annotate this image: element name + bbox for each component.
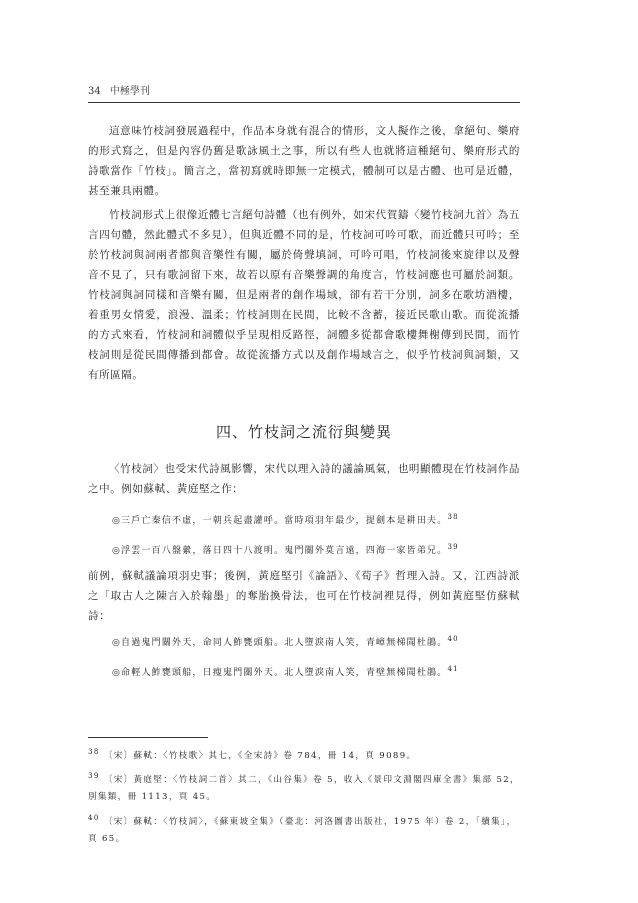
footnote-text: 〔宋〕黃庭堅：〈竹枝詞二首〉其二，《山谷集》卷 5，收入《景印文淵閣四庫全書》集部 52，別集類，冊 1113，頁 45。 xyxy=(88,774,520,802)
footnote-number: 40 xyxy=(88,814,100,822)
footnote-number: 38 xyxy=(88,748,100,756)
quote-text: ◎自過鬼門關外天，命同人鮓甕頭船。北人墮淚南人笑，青嶂無梯聞杜鵑。 xyxy=(112,638,448,648)
paragraph-4: 前例，蘇軾議論項羽史事；後例，黃庭堅引《論語》、《荀子》哲理入詩。又，江西詩派之「取古人之陳言入於翰墨」的奪胎換骨法，也可在竹枝詞裡見得，例如黃庭堅仿蘇軾詩： xyxy=(88,570,520,622)
quote-text: ◎三戶亡秦信不虛，一朝兵起盡讙呼。當時項羽年最少，提劍本是耕田夫。 xyxy=(112,516,448,526)
quote-text: ◎浮雲一百八盤縈，落日四十八渡明。鬼門關外莫言遠，四海一家皆弟兄。 xyxy=(112,546,448,556)
footnote-divider xyxy=(88,737,208,738)
footnote-40 xyxy=(88,810,520,848)
quote-2 xyxy=(112,540,520,558)
page-number: 34 xyxy=(88,86,101,97)
note-ref: 40 xyxy=(447,635,459,643)
paragraph-2: 竹枝詞形式上很像近體七言絕句詩體（也有例外，如宋代賀鑄〈變竹枝詞九首〉為五言四句體，然此體式不多見），但與近體不同的是，竹枝詞可吟可歌，而近體只可吟；至於竹枝詞與詞兩者都與音樂性有關，屬於倚聲填詞，可吟可唱，竹枝詞後來旋律以及聲音不見了，只有歌詞留下來，故若以原有音樂聲調的角度言，竹枝詞應也可屬於詞類。竹枝詞與詞同樣和音樂有關，但是兩者的創作場域，卻有若干分別，詞多在歌坊酒樓，着重男女情愛，浪漫、溫柔；竹枝詞則在民間，比較不含蓄，接近民歌山歌。而從流播的方式來看，竹枝詞和詞體似乎呈現相反路徑，詞體多從都會歌樓舞榭傳到民間，而竹枝詞則是從民間傳播到都會。故從流播方式以及創作場域言之，似乎竹枝詞與詞類，又有所區隔。 xyxy=(88,209,520,381)
note-ref: 39 xyxy=(447,543,459,551)
note-ref: 41 xyxy=(447,665,459,673)
section-heading: 四、竹枝詞之流衍與變異 xyxy=(215,423,392,441)
paragraph-1: 這意味竹枝詞發展過程中，作品本身就有混合的情形，文人擬作之後，拿絕句、樂府的形式寫之，但是內容仍舊是歌詠風土之事，所以有些人也就將這種絕句、樂府形式的詩歌當作「竹枝」。簡言之，當初寫就時即無一定模式，體制可以是古體、也可是近體，甚至兼具兩體。 xyxy=(88,125,520,197)
quote-text: ◎命輕人鮓甕頭船，日瘦鬼門關外天。北人墮淚南人笑，青壁無梯聞杜鵑。 xyxy=(112,668,448,678)
paragraph-3: 〈竹枝詞〉也受宋代詩風影響，宋代以理入詩的議論風氣，也明顯體現在竹枝詞作品之中。例如蘇軾、黃庭堅之作： xyxy=(88,463,520,495)
footnote-text: 〔宋〕蘇軾：〈竹枝詞〉，《蘇東坡全集》（臺北：河洛圖書出版社，1975 年）卷 2，「續集」，頁 65。 xyxy=(88,816,517,844)
running-header xyxy=(88,82,520,103)
journal-title: 中極學刊 xyxy=(109,86,150,97)
quote-3 xyxy=(112,632,520,650)
note-ref: 38 xyxy=(447,513,459,521)
quote-4 xyxy=(112,662,520,680)
footnote-number: 39 xyxy=(88,772,100,780)
quote-1 xyxy=(112,510,520,528)
footnote-39 xyxy=(88,768,520,806)
footnote-text: 〔宋〕蘇軾：〈竹枝歌〉其七，《全宋詩》卷 784，冊 14，頁 9089。 xyxy=(103,750,417,761)
footnote-38 xyxy=(88,744,520,765)
